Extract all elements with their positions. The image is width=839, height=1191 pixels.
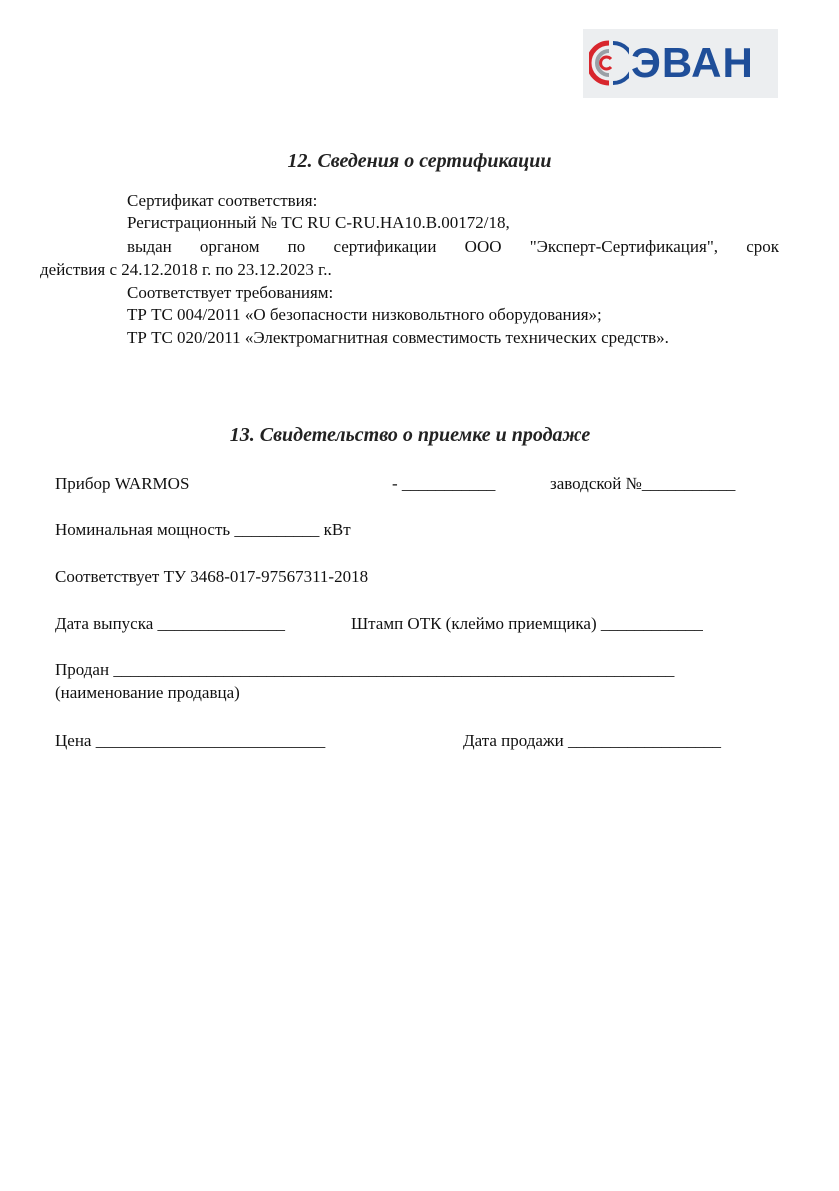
- price-field: Цена ___________________________: [55, 731, 326, 750]
- section-12-title: 12. Сведения о сертификации: [287, 150, 552, 172]
- brand-logo: [583, 29, 778, 98]
- seller-caption: (наименование продавца): [55, 683, 240, 702]
- section-13-title: 13. Свидетельство о приемке и продаже: [229, 424, 591, 446]
- otk-stamp-field: Штамп ОТК (клеймо приемщика) ____________: [351, 614, 703, 633]
- certificate-label: Сертификат соответствия:: [127, 191, 318, 210]
- requirements-label: Соответствует требованиям:: [127, 283, 334, 302]
- serial-number-field: заводской №___________: [550, 474, 736, 493]
- requirement-tr-ts-004: ТР ТС 004/2011 «О безопасности низковольтного оборудования»;: [127, 305, 602, 324]
- sale-date-field: Дата продажи __________________: [463, 731, 722, 750]
- issuing-body: выдан органом по сертификации ООО "Эксперт-Сертификация", срок: [127, 237, 779, 256]
- device-model-field: - ___________: [392, 474, 496, 493]
- brand-name: ЭВАН: [631, 39, 754, 86]
- requirement-tr-ts-020: ТР ТС 020/2011 «Электромагнитная совместимость технических средств».: [127, 328, 669, 347]
- registration-number: Регистрационный № ТС RU C-RU.НА10.В.00172/18,: [127, 213, 510, 232]
- sold-by-field: Продан __________________________________________________________________: [55, 660, 675, 679]
- brand-emblem-icon: [589, 37, 629, 89]
- release-date-field: Дата выпуска _______________: [55, 614, 290, 633]
- device-label: Прибор WARMOS: [55, 474, 190, 493]
- rated-power-field: Номинальная мощность __________ кВт: [55, 520, 351, 539]
- validity-period: действия с 24.12.2018 г. по 23.12.2023 г..: [40, 260, 332, 279]
- conformity-spec: Соответствует ТУ 3468-017-97567311-2018: [55, 567, 369, 586]
